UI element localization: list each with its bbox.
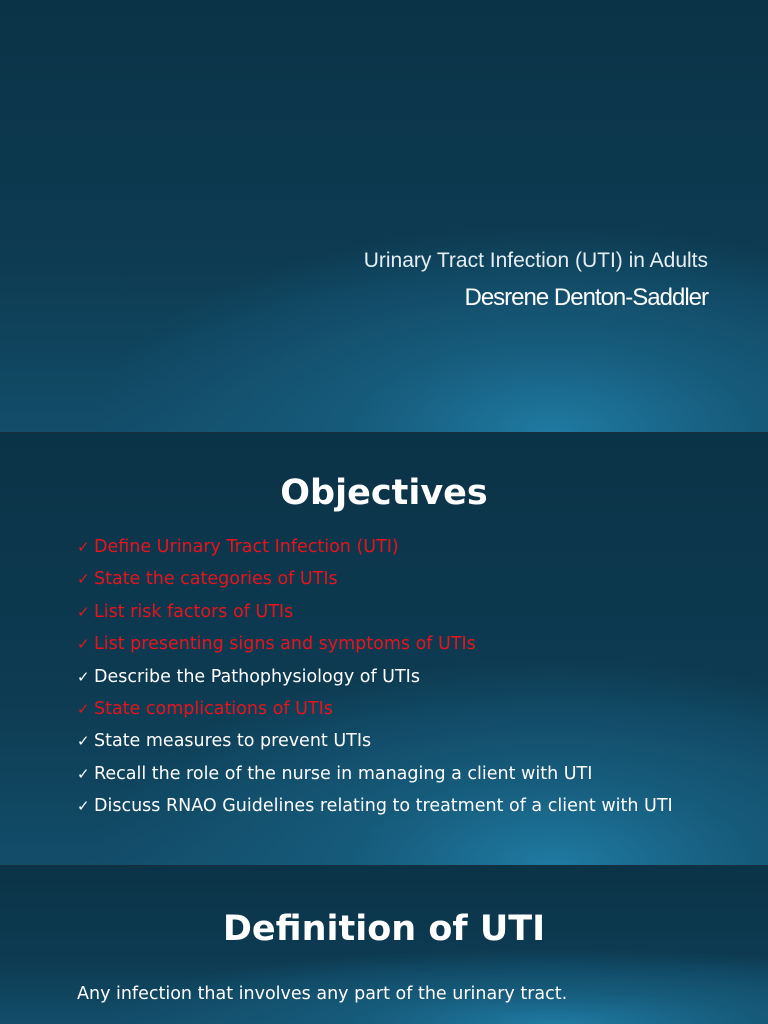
definition-heading: Definition of UTI — [222, 909, 546, 949]
objective-text: Recall the role of the nurse in managing a client with UTI — [94, 763, 593, 784]
presentation-author: Desrene Denton-Saddler — [464, 284, 708, 311]
objective-text: List presenting signs and symptoms of UTIs — [94, 634, 476, 655]
objective-text: Define Urinary Tract Infection (UTI) — [94, 537, 399, 557]
objective-text: Discuss RNAO Guidelines relating to treatment of a client with UTI — [94, 796, 673, 817]
objective-text: Describe the Pathophysiology of UTIs — [94, 666, 420, 687]
objective-item — [77, 596, 673, 628]
objective-item — [77, 563, 673, 595]
objective-text: State complications of UTIs — [94, 698, 333, 719]
checkmark-icon: ✓ — [77, 570, 90, 589]
checkmark-icon: ✓ — [77, 764, 90, 783]
objective-item — [77, 758, 673, 790]
objective-item — [77, 661, 673, 693]
objectives-list — [77, 531, 673, 823]
objective-item — [77, 531, 673, 563]
checkmark-icon: ✓ — [77, 699, 90, 718]
checkmark-icon: ✓ — [77, 667, 90, 686]
definition-text: Any infection that involves any part of the urinary tract. — [77, 984, 568, 1004]
objective-item — [77, 693, 673, 725]
checkmark-icon: ✓ — [77, 797, 90, 816]
presentation-title: Urinary Tract Infection (UTI) in Adults — [363, 249, 708, 272]
objective-text: State the categories of UTIs — [94, 569, 338, 590]
objective-item — [77, 790, 673, 822]
title-slide — [0, 0, 768, 432]
objective-item — [77, 725, 673, 757]
objectives-slide — [0, 433, 768, 865]
definition-slide — [0, 866, 768, 1024]
checkmark-icon: ✓ — [77, 635, 90, 654]
checkmark-icon: ✓ — [77, 732, 90, 751]
objectives-heading: Objectives — [280, 473, 488, 513]
objective-item — [77, 628, 673, 660]
checkmark-icon: ✓ — [77, 602, 90, 621]
objective-text: State measures to prevent UTIs — [94, 731, 372, 752]
objective-text: List risk factors of UTIs — [94, 601, 294, 622]
checkmark-icon: ✓ — [77, 538, 90, 556]
